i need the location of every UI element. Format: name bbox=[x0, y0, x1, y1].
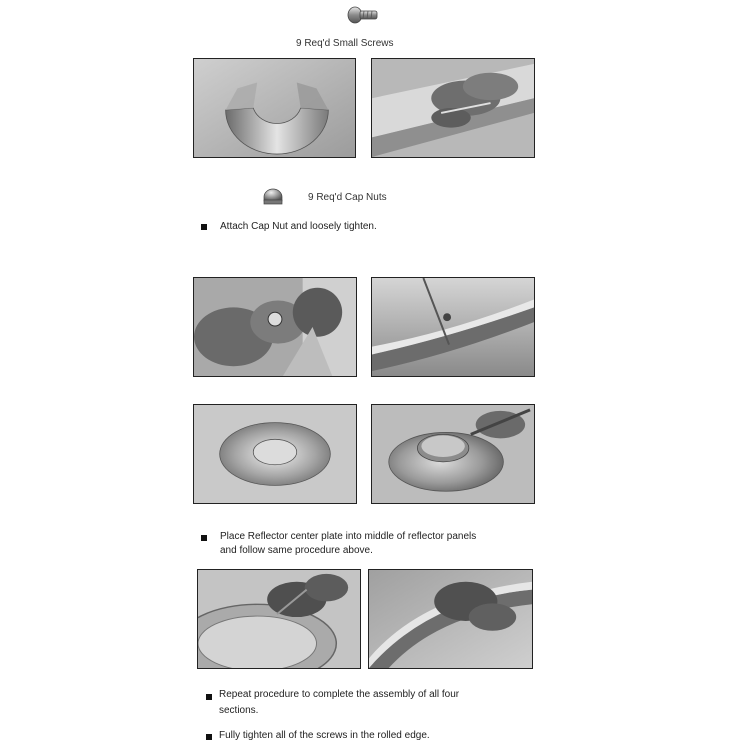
step-fully-tighten: Fully tighten all of the screws in the rolled edge. bbox=[219, 730, 430, 741]
photo-center-plate bbox=[193, 404, 357, 504]
photo-screwing-edge bbox=[371, 58, 535, 158]
screw-icon bbox=[346, 5, 380, 25]
photo-attach-cap-nut bbox=[193, 277, 357, 377]
bullet-fully-tighten bbox=[206, 734, 212, 740]
cap-nuts-caption: 9 Req'd Cap Nuts bbox=[308, 192, 387, 203]
step-place-center-plate-line2: and follow same procedure above. bbox=[220, 545, 373, 556]
photo-cap-nut-seam bbox=[371, 277, 535, 377]
photo-screwing-center-edge bbox=[197, 569, 361, 669]
bullet-attach-cap-nut bbox=[201, 224, 207, 230]
step-repeat-line2: sections. bbox=[219, 705, 259, 716]
photo-center-plate-installed bbox=[371, 404, 535, 504]
screws-caption: 9 Req'd Small Screws bbox=[296, 38, 394, 49]
photo-screwing-outer-edge bbox=[368, 569, 533, 669]
bullet-repeat-procedure bbox=[206, 694, 212, 700]
bullet-place-center-plate bbox=[201, 535, 207, 541]
step-repeat-line1: Repeat procedure to complete the assembly of all four bbox=[219, 689, 460, 700]
step-repeat-procedure bbox=[219, 688, 459, 718]
step-place-center-plate bbox=[220, 530, 476, 558]
step-place-center-plate-line1: Place Reflector center plate into middle of reflector panels bbox=[220, 531, 477, 542]
cap-nut-icon bbox=[262, 188, 284, 206]
photo-reflector-panel bbox=[193, 58, 356, 158]
step-attach-cap-nut: Attach Cap Nut and loosely tighten. bbox=[220, 221, 377, 232]
